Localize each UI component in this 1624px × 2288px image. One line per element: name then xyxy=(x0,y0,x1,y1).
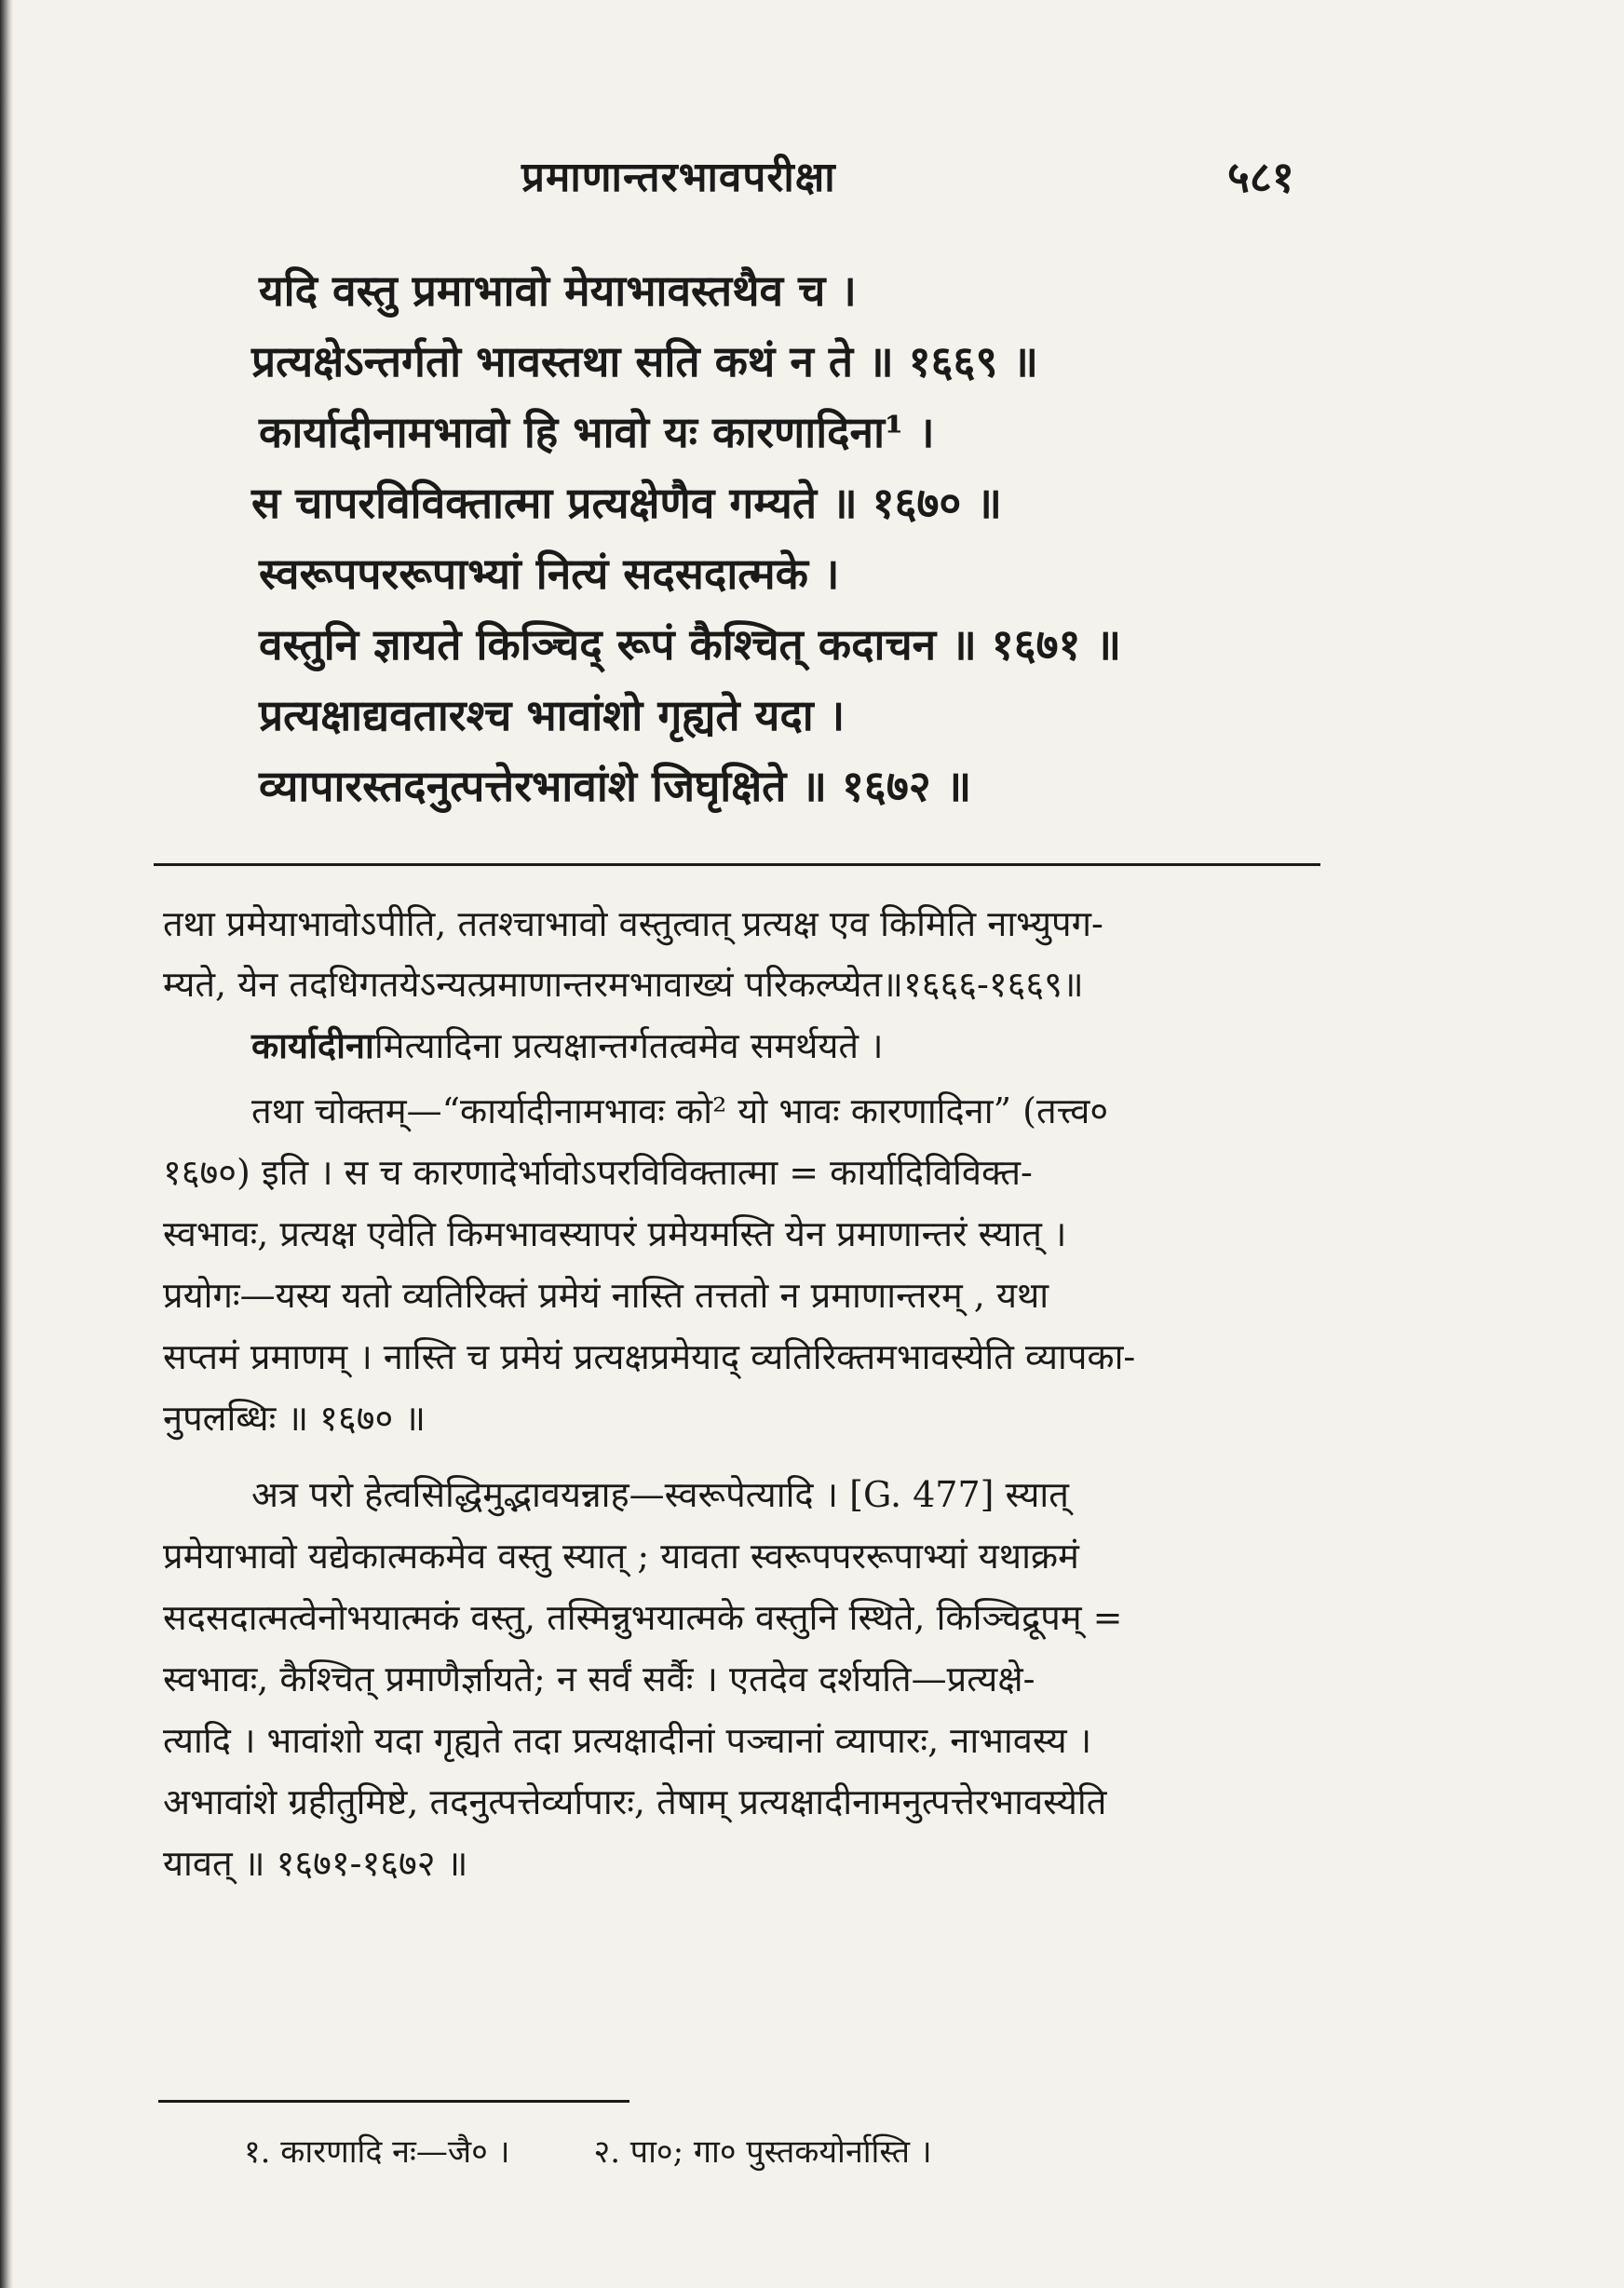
verse-line: प्रत्यक्षाद्यवतारश्च भावांशो गृह्यते यदा । xyxy=(259,690,846,740)
commentary-line: सप्तमं प्रमाणम् । नास्ति च प्रमेयं प्रत्यक्षप्रमेयाद् व्यतिरिक्तमभावस्येति व्यापका- xyxy=(163,1336,1136,1377)
commentary-line: प्रमेयाभावो यद्येकात्मकमेव वस्तु स्यात् ; यावता स्वरूपपररूपाभ्यां यथाक्रमं xyxy=(163,1536,1079,1577)
commentary-line: म्यते, येन तदधिगतयेऽन्यत्प्रमाणान्तरमभावाख्यं परिकल्प्येत॥१६६६-१६६९॥ xyxy=(163,964,1084,1005)
verse-line: स चापरविविक्तात्मा प्रत्यक्षेणैव गम्यते ॥ १६७० ॥ xyxy=(251,478,1002,528)
commentary-line xyxy=(251,1021,884,1069)
footnotes xyxy=(244,2129,932,2172)
commentary-line: स्वभावः, कैश्चित् प्रमाणैर्ज्ञायते; न सर्वं सर्वैः । एतदेव दर्शयति—प्रत्यक्षे- xyxy=(163,1658,1035,1699)
commentary-line: १६७०) इति । स च कारणादेर्भावोऽपरविविक्तात्मा = कार्यादिविविक्त- xyxy=(163,1152,1033,1193)
commentary-line: अत्र परो हेत्वसिद्धिमुद्भावयन्नाह—स्वरूपेत्यादि । [G. 477] स्यात् xyxy=(251,1474,1069,1515)
commentary-line: अभावांशे ग्रहीतुमिष्टे, तदनुत्पत्तेर्व्यापारः, तेषाम् प्रत्यक्षादीनामनुत्पत्तेरभावस्येति xyxy=(163,1781,1107,1822)
footnote-2: २. पा०; गा० पुस्तकयोर्नास्ति । xyxy=(593,2133,932,2171)
commentary-line: त्यादि । भावांशो यदा गृह्यते तदा प्रत्यक्षादीनां पञ्चानां व्यापारः, नाभावस्य । xyxy=(163,1720,1092,1761)
commentary-line: तथा चोक्तम्—“कार्यादीनामभावः को² यो भावः कारणादिना” (तत्त्व० xyxy=(251,1090,1109,1131)
commentary-line: यावत् ॥ १६७१-१६७२ ॥ xyxy=(163,1843,468,1884)
lemma: कार्यादीना xyxy=(251,1024,374,1066)
running-head xyxy=(0,147,1624,212)
commentary-line: प्रयोगः—यस्य यतो व्यतिरिक्तं प्रमेयं नास्ति तत्ततो न प्रमाणान्तरम् , यथा xyxy=(163,1275,1049,1316)
footnote-1: १. कारणादि नः—जै० । xyxy=(244,2133,510,2171)
verse-line: कार्यादीनामभावो हि भावो यः कारणादिना¹ । xyxy=(259,407,935,457)
commentary-line: नुपलब्धिः ॥ १६७० ॥ xyxy=(163,1398,426,1439)
page-binding-edge xyxy=(0,0,13,2288)
commentary-line: सदसदात्मत्वेनोभयात्मकं वस्तु, तस्मिन्नुभयात्मके वस्तुनि स्थिते, किञ्चिद्रूपम् = xyxy=(163,1597,1123,1638)
page-number: ५८१ xyxy=(1227,152,1294,202)
commentary-line: तथा प्रमेयाभावोऽपीति, ततश्चाभावो वस्तुत्वात् प्रत्यक्ष एव किमिति नाभ्युपग- xyxy=(163,903,1103,944)
verse-line: व्यापारस्तदनुत्पत्तेरभावांशे जिघृक्षिते ॥ १६७२ ॥ xyxy=(259,761,972,811)
section-rule xyxy=(154,863,1320,866)
commentary-line: स्वभावः, प्रत्यक्ष एवेति किमभावस्यापरं प्रमेयमस्ति येन प्रमाणान्तरं स्यात् । xyxy=(163,1213,1067,1254)
lemma-continuation: मित्यादिना प्रत्यक्षान्तर्गतत्वमेव समर्थयते । xyxy=(373,1025,884,1066)
verse-line: स्वरूपपररूपाभ्यां नित्यं सदसदात्मके । xyxy=(259,548,840,599)
verse-line: वस्तुनि ज्ञायते किञ्चिद् रूपं कैश्चित् कदाचन ॥ १६७१ ॥ xyxy=(259,619,1122,670)
verse-line: प्रत्यक्षेऽन्तर्गतो भावस्तथा सति कथं न ते ॥ १६६९ ॥ xyxy=(251,336,1038,386)
footnote-rule xyxy=(158,2100,629,2103)
running-title: प्रमाणान्तरभावपरीक्षा xyxy=(521,154,836,201)
verse-line: यदि वस्तु प्रमाभावो मेयाभावस्तथैव च । xyxy=(259,265,857,316)
